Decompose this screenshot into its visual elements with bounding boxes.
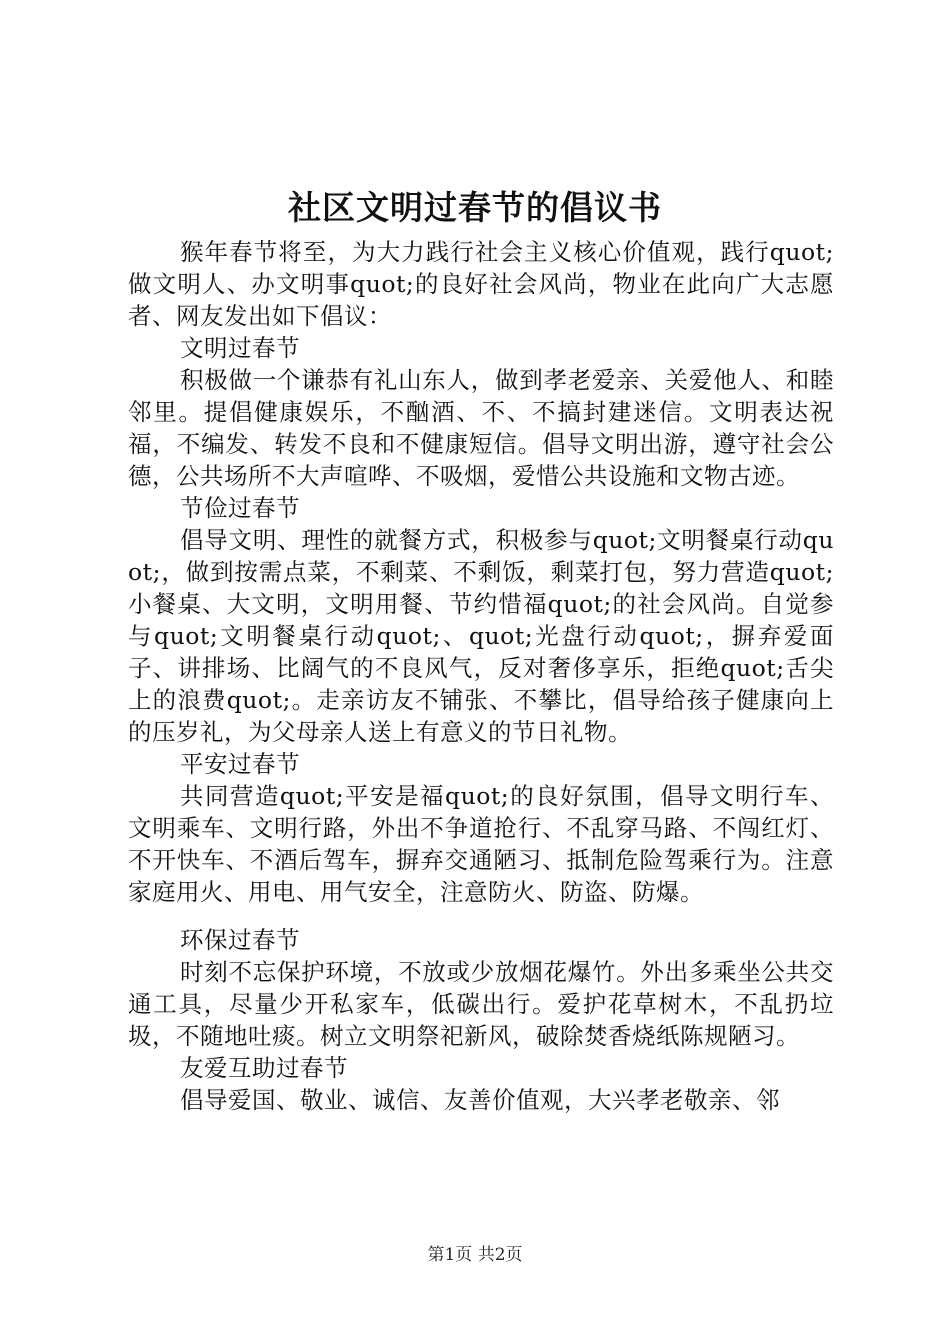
section-heading-mutual-aid: 友爱互助过春节: [180, 1054, 348, 1082]
section-heading-frugal: 节俭过春节: [180, 494, 300, 522]
page-title: 社区文明过春节的倡议书: [288, 188, 662, 227]
intro-paragraph: 猴年春节将至，为大力践行社会主义核心价值观，践行quot;做文明人、办文明事quot;的良好社会风尚，物业在此向广大志愿者、网友发出如下倡议：: [128, 238, 834, 330]
section-heading-civilized: 文明过春节: [180, 334, 300, 362]
document-body: [128, 236, 834, 1116]
section-text-mutual-aid: 倡导爱国、敬业、诚信、友善价值观，大兴孝老敬亲、邻: [180, 1086, 780, 1114]
section-heading-eco: 环保过春节: [180, 926, 300, 954]
section-text-safe: 共同营造quot;平安是福quot;的良好氛围，倡导文明行车、文明乘车、文明行路，外出不争道抢行、不乱穿马路、不闯红灯、不开快车、不酒后驾车，摒弃交通陋习、抵制危险驾乘行为。注意家庭用火、用电、用气安全，注意防火、防盗、防爆。: [128, 782, 834, 906]
section-text-eco: 时刻不忘保护环境，不放或少放烟花爆竹。外出多乘坐公共交通工具，尽量少开私家车，低碳出行。爱护花草树木，不乱扔垃圾，不随地吐痰。树立文明祭祀新风，破除焚香烧纸陈规陋习。: [128, 958, 834, 1050]
section-text-frugal: 倡导文明、理性的就餐方式，积极参与quot;文明餐桌行动quot;，做到按需点菜，不剩菜、不剩饭，剩菜打包，努力营造quot;小餐桌、大文明，文明用餐、节约惜福quot;的社会风尚。自觉参与quot;文明餐桌行动quot;、quot;光盘行动quot;，摒弃爱面子、讲排场、比阔气的不良风气，反对奢侈享乐，拒绝quot;舌尖上的浪费quot;。走亲访友不铺张、不攀比，倡导给孩子健康向上的压岁礼，为父母亲人送上有意义的节日礼物。: [128, 526, 834, 746]
section-heading-safe: 平安过春节: [180, 750, 300, 778]
paragraph-gap: [128, 908, 834, 924]
section-text-civilized: 积极做一个谦恭有礼山东人，做到孝老爱亲、关爱他人、和睦邻里。提倡健康娱乐，不酗酒、不、不搞封建迷信。文明表达祝福，不编发、转发不良和不健康短信。倡导文明出游，遵守社会公德，公共场所不大声喧哗、不吸烟，爱惜公共设施和文物古迹。: [128, 366, 834, 490]
page-number-footer: 第1页 共2页: [427, 1245, 523, 1265]
